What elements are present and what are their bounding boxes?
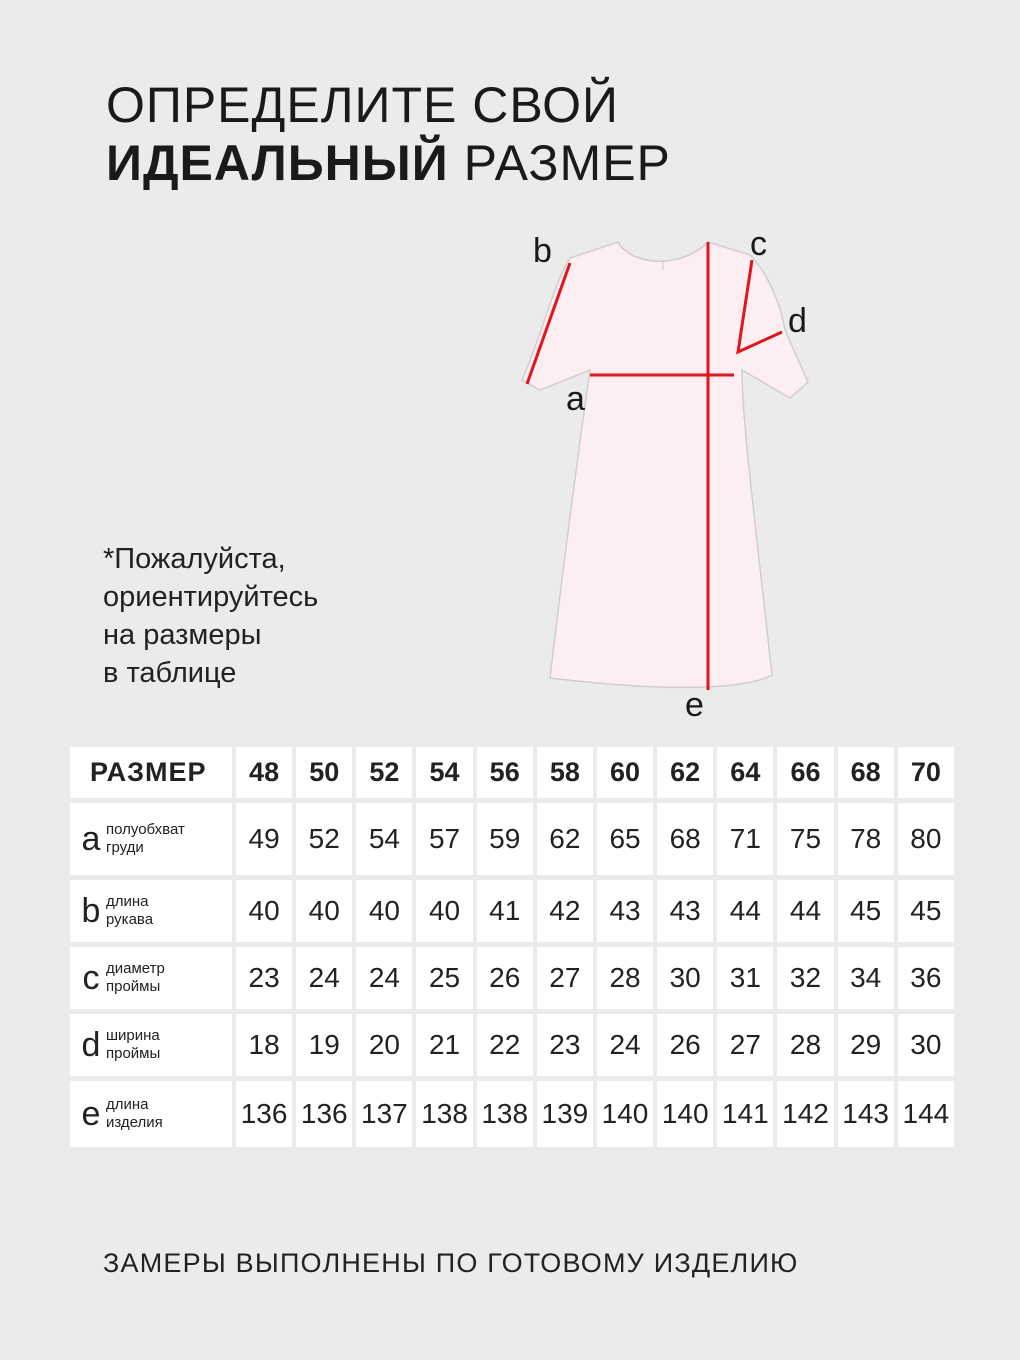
row-desc-line-1: длина (106, 1096, 149, 1113)
value-cell: 32 (777, 947, 833, 1009)
table-header-row (70, 747, 954, 798)
value-cell: 62 (537, 803, 593, 875)
value-cell: 24 (356, 947, 412, 1009)
dress-illustration (480, 220, 840, 730)
value-cell: 40 (236, 880, 292, 942)
note-line-1: *Пожалуйста, (103, 543, 286, 575)
dress-diagram (480, 220, 840, 730)
value-cell: 140 (597, 1081, 653, 1147)
row-letter: d (81, 1026, 101, 1064)
page-title (106, 76, 671, 192)
value-cell: 30 (898, 1014, 954, 1076)
label-e: e (685, 686, 704, 724)
value-cell: 18 (236, 1014, 292, 1076)
value-cell: 142 (777, 1081, 833, 1147)
row-label-cell (70, 1014, 232, 1076)
value-cell: 40 (296, 880, 352, 942)
row-desc-line-2: рукава (106, 911, 154, 928)
size-header-cell: 52 (356, 747, 412, 798)
value-cell: 26 (477, 947, 533, 1009)
value-cell: 137 (356, 1081, 412, 1147)
title-line-2 (106, 134, 671, 192)
value-cell: 143 (838, 1081, 894, 1147)
row-label (70, 893, 232, 929)
label-c: c (750, 225, 767, 263)
row-letter: c (82, 959, 100, 997)
value-cell: 65 (597, 803, 653, 875)
value-cell: 22 (477, 1014, 533, 1076)
value-cell: 23 (537, 1014, 593, 1076)
value-cell: 136 (236, 1081, 292, 1147)
value-cell: 24 (597, 1014, 653, 1076)
value-cell: 24 (296, 947, 352, 1009)
size-header-cell: 56 (477, 747, 533, 798)
row-desc-line-2: проймы (106, 978, 161, 995)
value-cell: 57 (416, 803, 472, 875)
size-table-body (70, 747, 954, 1147)
value-cell: 138 (416, 1081, 472, 1147)
row-label-cell (70, 1081, 232, 1147)
row-desc-line-2: изделия (106, 1114, 163, 1131)
dress-shape (522, 242, 808, 687)
value-cell: 40 (416, 880, 472, 942)
note-line-3: на размеры (103, 619, 262, 651)
row-desc-line-2: проймы (106, 1045, 161, 1062)
size-header-cell: 70 (898, 747, 954, 798)
value-cell: 43 (657, 880, 713, 942)
value-cell: 141 (717, 1081, 773, 1147)
size-header-cell: 58 (537, 747, 593, 798)
value-cell: 54 (356, 803, 412, 875)
row-label (70, 1027, 232, 1063)
row-label-cell (70, 947, 232, 1009)
value-cell: 27 (717, 1014, 773, 1076)
row-label (70, 960, 232, 996)
note-line-4: в таблице (103, 657, 237, 689)
value-cell: 44 (717, 880, 773, 942)
value-cell: 28 (777, 1014, 833, 1076)
size-header-cell: 60 (597, 747, 653, 798)
row-letter: e (81, 1095, 101, 1133)
row-label (70, 821, 232, 857)
value-cell: 42 (537, 880, 593, 942)
value-cell: 68 (657, 803, 713, 875)
value-cell: 78 (838, 803, 894, 875)
size-table (66, 742, 958, 1152)
table-row-a (70, 803, 954, 875)
value-cell: 144 (898, 1081, 954, 1147)
value-cell: 71 (717, 803, 773, 875)
value-cell: 41 (477, 880, 533, 942)
row-description (106, 1096, 163, 1132)
value-cell: 138 (477, 1081, 533, 1147)
note-line-2: ориентируйтесь (103, 581, 319, 613)
size-header-cell: 66 (777, 747, 833, 798)
header-label: РАЗМЕР (70, 747, 232, 798)
size-header-cell: 54 (416, 747, 472, 798)
value-cell: 21 (416, 1014, 472, 1076)
value-cell: 29 (838, 1014, 894, 1076)
row-desc-line-2: груди (106, 839, 144, 856)
row-label-cell (70, 803, 232, 875)
table-row-b (70, 880, 954, 942)
value-cell: 28 (597, 947, 653, 1009)
value-cell: 20 (356, 1014, 412, 1076)
value-cell: 140 (657, 1081, 713, 1147)
value-cell: 31 (717, 947, 773, 1009)
row-description (106, 960, 165, 996)
value-cell: 75 (777, 803, 833, 875)
row-desc-line-1: диаметр (106, 960, 165, 977)
label-d: d (788, 302, 807, 340)
row-description (106, 1027, 160, 1063)
row-desc-line-1: полуобхват (106, 821, 185, 838)
table-row-e (70, 1081, 954, 1147)
row-letter: b (81, 892, 101, 930)
title-bold-word: ИДЕАЛЬНЫЙ (106, 135, 449, 191)
value-cell: 36 (898, 947, 954, 1009)
value-cell: 80 (898, 803, 954, 875)
row-description (106, 821, 185, 857)
row-label (70, 1096, 232, 1132)
value-cell: 27 (537, 947, 593, 1009)
row-label-cell (70, 880, 232, 942)
size-header-cell: 68 (838, 747, 894, 798)
value-cell: 25 (416, 947, 472, 1009)
value-cell: 52 (296, 803, 352, 875)
label-a: a (566, 380, 585, 418)
row-desc-line-1: длина (106, 893, 149, 910)
size-header-cell: 48 (236, 747, 292, 798)
size-header-cell: 50 (296, 747, 352, 798)
value-cell: 23 (236, 947, 292, 1009)
value-cell: 19 (296, 1014, 352, 1076)
value-cell: 139 (537, 1081, 593, 1147)
value-cell: 44 (777, 880, 833, 942)
value-cell: 59 (477, 803, 533, 875)
value-cell: 26 (657, 1014, 713, 1076)
value-cell: 45 (838, 880, 894, 942)
value-cell: 136 (296, 1081, 352, 1147)
size-header-cell: 64 (717, 747, 773, 798)
size-header-cell: 62 (657, 747, 713, 798)
row-letter: a (81, 820, 101, 858)
value-cell: 45 (898, 880, 954, 942)
title-rest: РАЗМЕР (463, 135, 671, 191)
row-desc-line-1: ширина (106, 1027, 160, 1044)
table-row-d (70, 1014, 954, 1076)
label-b: b (533, 232, 552, 270)
value-cell: 30 (657, 947, 713, 1009)
size-note (103, 540, 318, 692)
title-line-1: ОПРЕДЕЛИТЕ СВОЙ (106, 77, 619, 133)
value-cell: 34 (838, 947, 894, 1009)
footer-note: ЗАМЕРЫ ВЫПОЛНЕНЫ ПО ГОТОВОМУ ИЗДЕЛИЮ (103, 1248, 799, 1278)
value-cell: 43 (597, 880, 653, 942)
table-row-c (70, 947, 954, 1009)
value-cell: 40 (356, 880, 412, 942)
value-cell: 49 (236, 803, 292, 875)
row-description (106, 893, 153, 929)
